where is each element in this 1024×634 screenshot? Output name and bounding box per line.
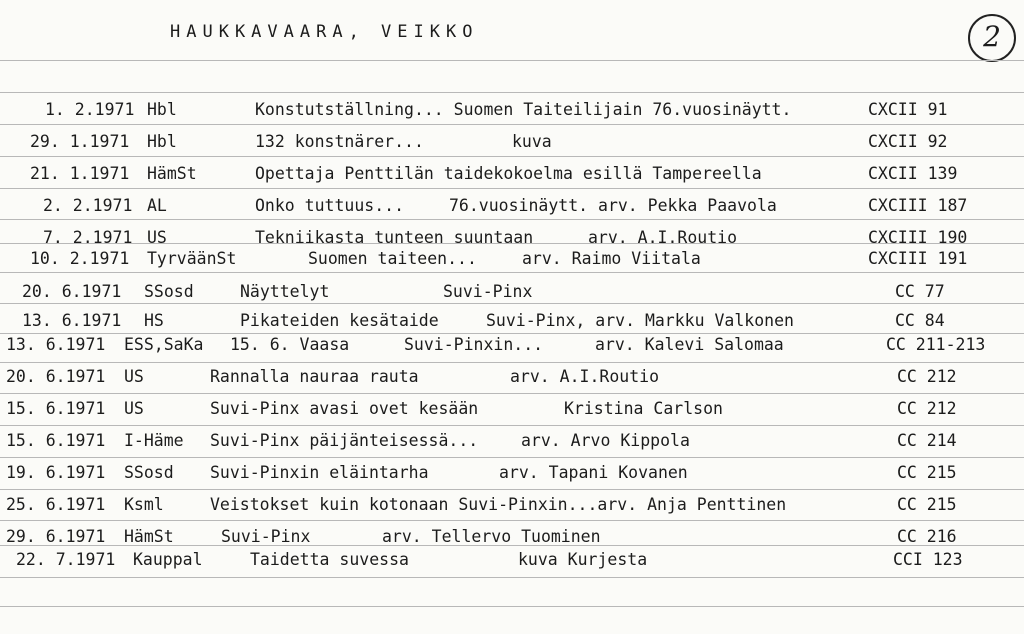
entry-source: US: [124, 399, 144, 418]
entry-note: Kristina Carlson: [564, 399, 723, 418]
rule-line: [0, 60, 1024, 61]
entry-note: arv. Tellervo Tuominen: [382, 527, 601, 546]
entry-title: Suvi-Pinxin eläintarha: [210, 463, 429, 482]
entry-source: AL: [147, 196, 167, 215]
entry-ref: CC 214: [897, 431, 957, 450]
entry-source: Kauppal: [133, 550, 203, 569]
entry-source: US: [124, 367, 144, 386]
rule-line: [0, 606, 1024, 607]
entry-date: 21. 1.1971: [30, 164, 130, 183]
entry-ref: CXCIII 191: [868, 249, 968, 268]
entry-title: 15. 6. Vaasa: [230, 335, 350, 354]
rule-line: [0, 92, 1024, 93]
entry-date: 29. 1.1971: [30, 132, 130, 151]
entry-note: kuva Kurjesta: [518, 550, 648, 569]
entry-source: Hbl: [147, 132, 177, 151]
entry-title: Rannalla nauraa rauta: [210, 367, 419, 386]
entry-title: Veistokset kuin kotonaan Suvi-Pinxin...arv. Anja Penttinen: [210, 495, 787, 514]
entry-note: Suvi-Pinx, arv. Markku Valkonen: [486, 311, 794, 330]
entry-date: 20. 6.1971: [6, 367, 106, 386]
entry-source: Hbl: [147, 100, 177, 119]
entry-note: arv. Raimo Viitala: [522, 249, 701, 268]
rule-line: [0, 272, 1024, 273]
rule-line: [0, 333, 1024, 334]
entry-title: Suomen taiteen...: [308, 249, 477, 268]
entry-date: 20. 6.1971: [22, 282, 122, 301]
entry-ref: CXCII 91: [868, 100, 948, 119]
entry-date: 13. 6.1971: [22, 311, 122, 330]
entry-date: 25. 6.1971: [6, 495, 106, 514]
entry-date: 10. 2.1971: [30, 249, 130, 268]
card-title: HAUKKAVAARA, VEIKKO: [170, 22, 479, 42]
entry-source: ESS,SaKa: [124, 335, 204, 354]
rule-line: [0, 577, 1024, 578]
entry-author: arv. Kalevi Salomaa: [595, 335, 784, 354]
entry-date: 7. 2.1971: [43, 228, 133, 247]
entry-source: TyrväänSt: [147, 249, 237, 268]
entry-date: 22. 7.1971: [16, 550, 116, 569]
rule-line: [0, 457, 1024, 458]
entry-source: I-Häme: [124, 431, 184, 450]
entry-note: arv. A.I.Routio: [510, 367, 660, 386]
rule-line: [0, 425, 1024, 426]
entry-title: Näyttelyt: [240, 282, 330, 301]
entry-note: Suvi-Pinx: [443, 282, 533, 301]
entry-title: 132 konstnärer...: [255, 132, 424, 151]
entry-title: Suvi-Pinx avasi ovet kesään: [210, 399, 479, 418]
entry-ref: CXCII 92: [868, 132, 948, 151]
rule-line: [0, 362, 1024, 363]
entry-source: SSosd: [124, 463, 174, 482]
entry-ref: CXCIII 187: [868, 196, 968, 215]
entry-title: Pikateiden kesätaide: [240, 311, 439, 330]
entry-date: 19. 6.1971: [6, 463, 106, 482]
entry-title: Tekniikasta tunteen suuntaan: [255, 228, 534, 247]
entry-ref: CC 215: [897, 463, 957, 482]
entry-ref: CC 211-213: [886, 335, 986, 354]
rule-line: [0, 124, 1024, 125]
rule-line: [0, 156, 1024, 157]
entry-date: 13. 6.1971: [6, 335, 106, 354]
entry-title: Taidetta suvessa: [250, 550, 409, 569]
rule-line: [0, 188, 1024, 189]
entry-note: kuva: [512, 132, 552, 151]
entry-date: 15. 6.1971: [6, 431, 106, 450]
entry-title: Suvi-Pinx päijänteisessä...: [210, 431, 479, 450]
rule-line: [0, 303, 1024, 304]
entry-note: arv. Tapani Kovanen: [499, 463, 688, 482]
entry-ref: CC 212: [897, 367, 957, 386]
entry-source: HS: [144, 311, 164, 330]
entry-source: SSosd: [144, 282, 194, 301]
entry-date: 2. 2.1971: [43, 196, 133, 215]
entry-source: HämSt: [147, 164, 197, 183]
entry-ref: CC 215: [897, 495, 957, 514]
entry-date: 1. 2.1971: [45, 100, 135, 119]
rule-line: [0, 219, 1024, 220]
entry-ref: CC 216: [897, 527, 957, 546]
entry-title: Opettaja Penttilän taidekokoelma esillä Tampereella: [255, 164, 762, 183]
entry-title: Konstutställning... Suomen Taiteilijain 76.vuosinäytt.: [255, 100, 792, 119]
rule-line: [0, 489, 1024, 490]
entry-source: US: [147, 228, 167, 247]
rule-line: [0, 520, 1024, 521]
entry-ref: CC 212: [897, 399, 957, 418]
entry-note: 76.vuosinäytt. arv. Pekka Paavola: [449, 196, 777, 215]
entry-ref: CCI 123: [893, 550, 963, 569]
page-number-circle: 2: [968, 14, 1016, 62]
rule-line: [0, 393, 1024, 394]
entry-note: Suvi-Pinxin...: [404, 335, 544, 354]
entry-date: 29. 6.1971: [6, 527, 106, 546]
entry-source: HämSt: [124, 527, 174, 546]
entry-title: Suvi-Pinx: [221, 527, 311, 546]
entry-title: Onko tuttuus...: [255, 196, 405, 215]
entry-ref: CC 77: [895, 282, 945, 301]
entry-note: arv. A.I.Routio: [588, 228, 738, 247]
entry-source: Ksml: [124, 495, 164, 514]
entry-ref: CXCII 139: [868, 164, 958, 183]
entry-note: arv. Arvo Kippola: [521, 431, 690, 450]
entry-date: 15. 6.1971: [6, 399, 106, 418]
entry-ref: CC 84: [895, 311, 945, 330]
entry-ref: CXCIII 190: [868, 228, 968, 247]
